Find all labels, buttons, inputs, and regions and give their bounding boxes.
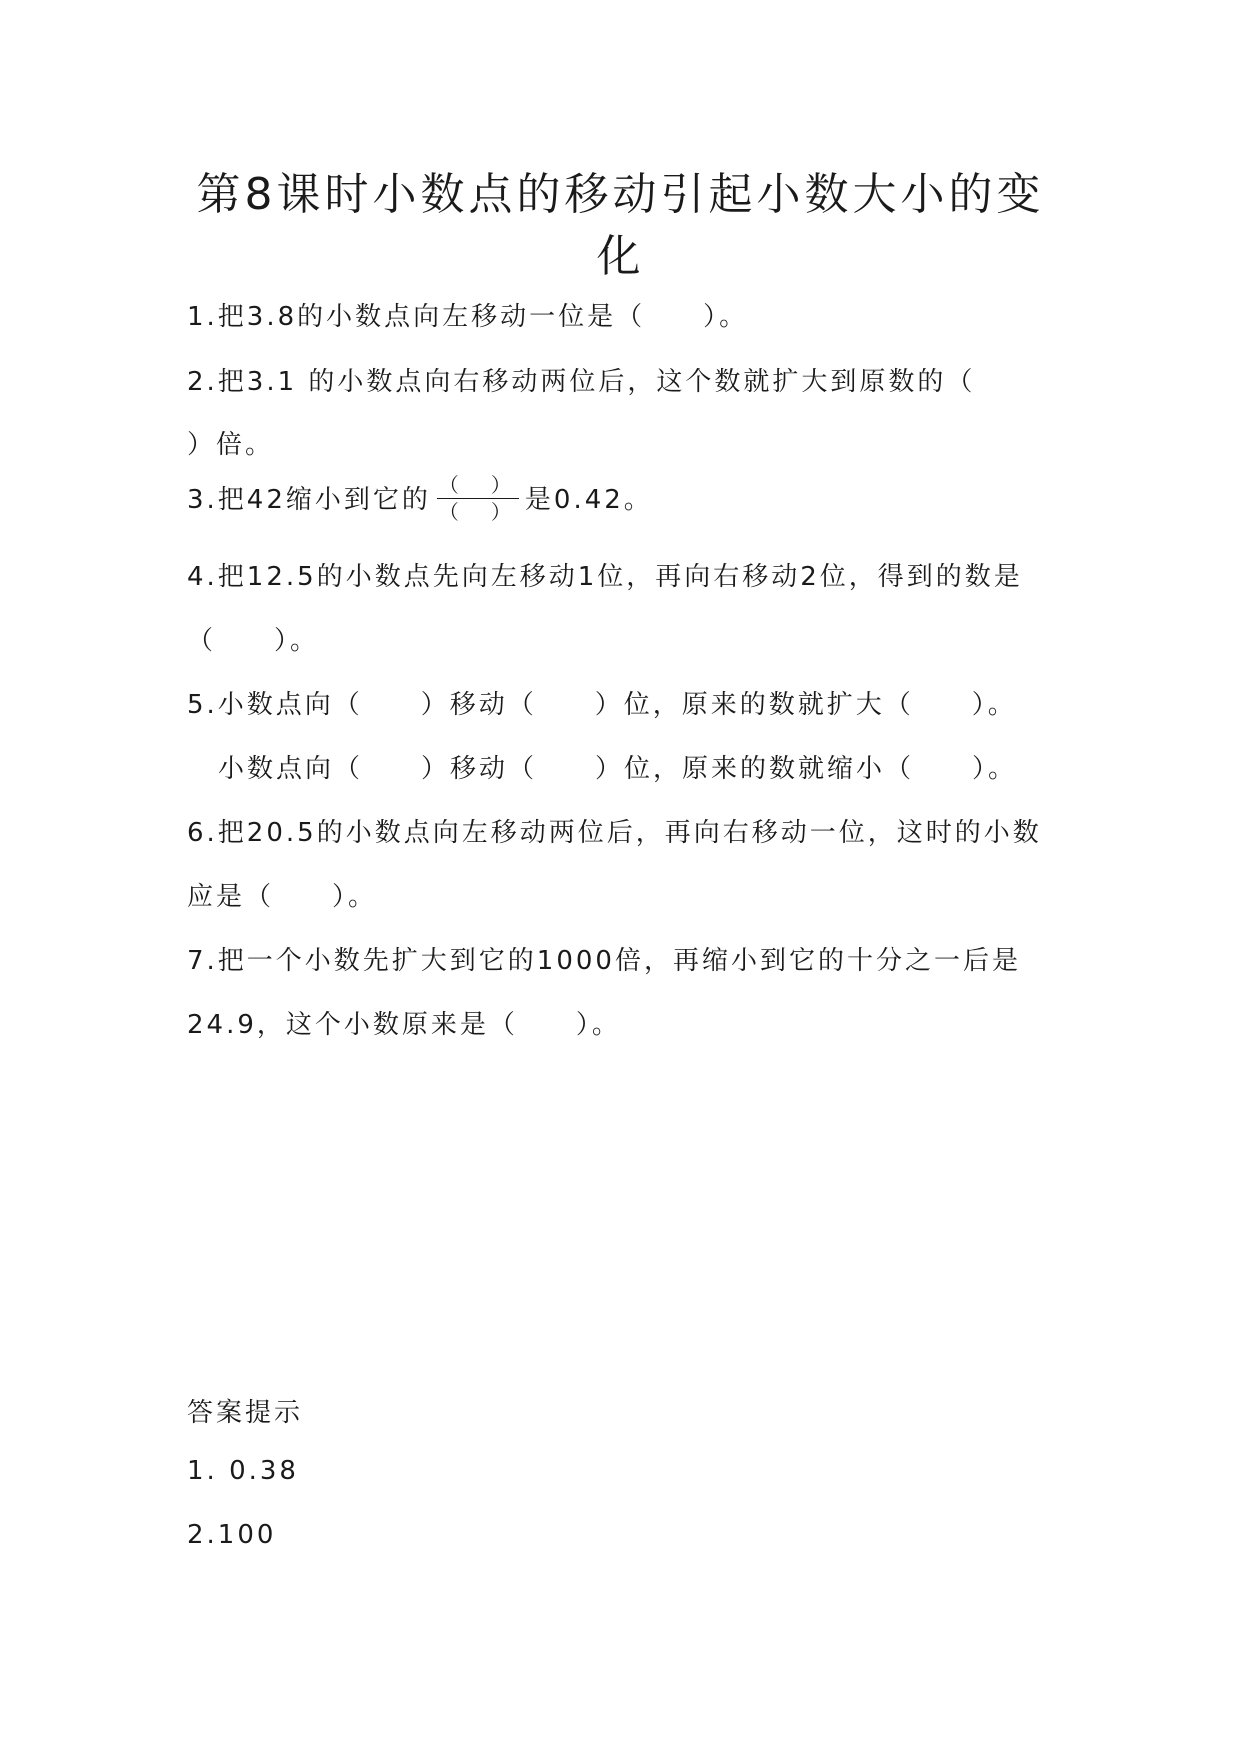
question-4-line1: 4.把12.5的小数点先向左移动1位，再向右移动2位，得到的数是 (187, 562, 1023, 592)
question-1: 1.把3.8的小数点向左移动一位是（ ）。 (187, 302, 749, 332)
question-6-line2: 应是（ ）。 (187, 882, 378, 912)
page-title-line2: 化 (596, 231, 645, 282)
answer-1: 1. 0.38 (187, 1456, 299, 1486)
question-2-line2: ）倍。 (187, 430, 275, 460)
question-7-line1: 7.把一个小数先扩大到它的1000倍，再缩小到它的十分之一后是 (187, 946, 1021, 976)
page-title-line1: 第8课时小数点的移动引起小数大小的变 (196, 169, 1045, 220)
question-5-line2: 小数点向（ ）移动（ ）位，原来的数就缩小（ ）。 (218, 754, 1018, 784)
answer-heading: 答案提示 (187, 1398, 304, 1428)
fraction-denominator: （ ） (438, 500, 517, 524)
fraction-blank (437, 474, 519, 523)
question-6-line1: 6.把20.5的小数点向左移动两位后，再向右移动一位，这时的小数 (187, 818, 1042, 848)
question-3-prefix: 3.把42缩小到它的 (187, 485, 431, 515)
question-3 (187, 473, 653, 525)
question-7-line2: 24.9，这个小数原来是（ ）。 (187, 1010, 621, 1040)
question-3-suffix: 是0.42。 (524, 485, 653, 515)
fraction-numerator: （ ） (438, 473, 517, 497)
question-5-line1: 5.小数点向（ ）移动（ ）位，原来的数就扩大（ ）。 (187, 690, 1017, 720)
question-2-line1: 2.把3.1 的小数点向右移动两位后，这个数就扩大到原数的（ (187, 367, 976, 397)
answer-2: 2.100 (187, 1520, 277, 1550)
question-4-line2: （ ）。 (187, 626, 320, 656)
